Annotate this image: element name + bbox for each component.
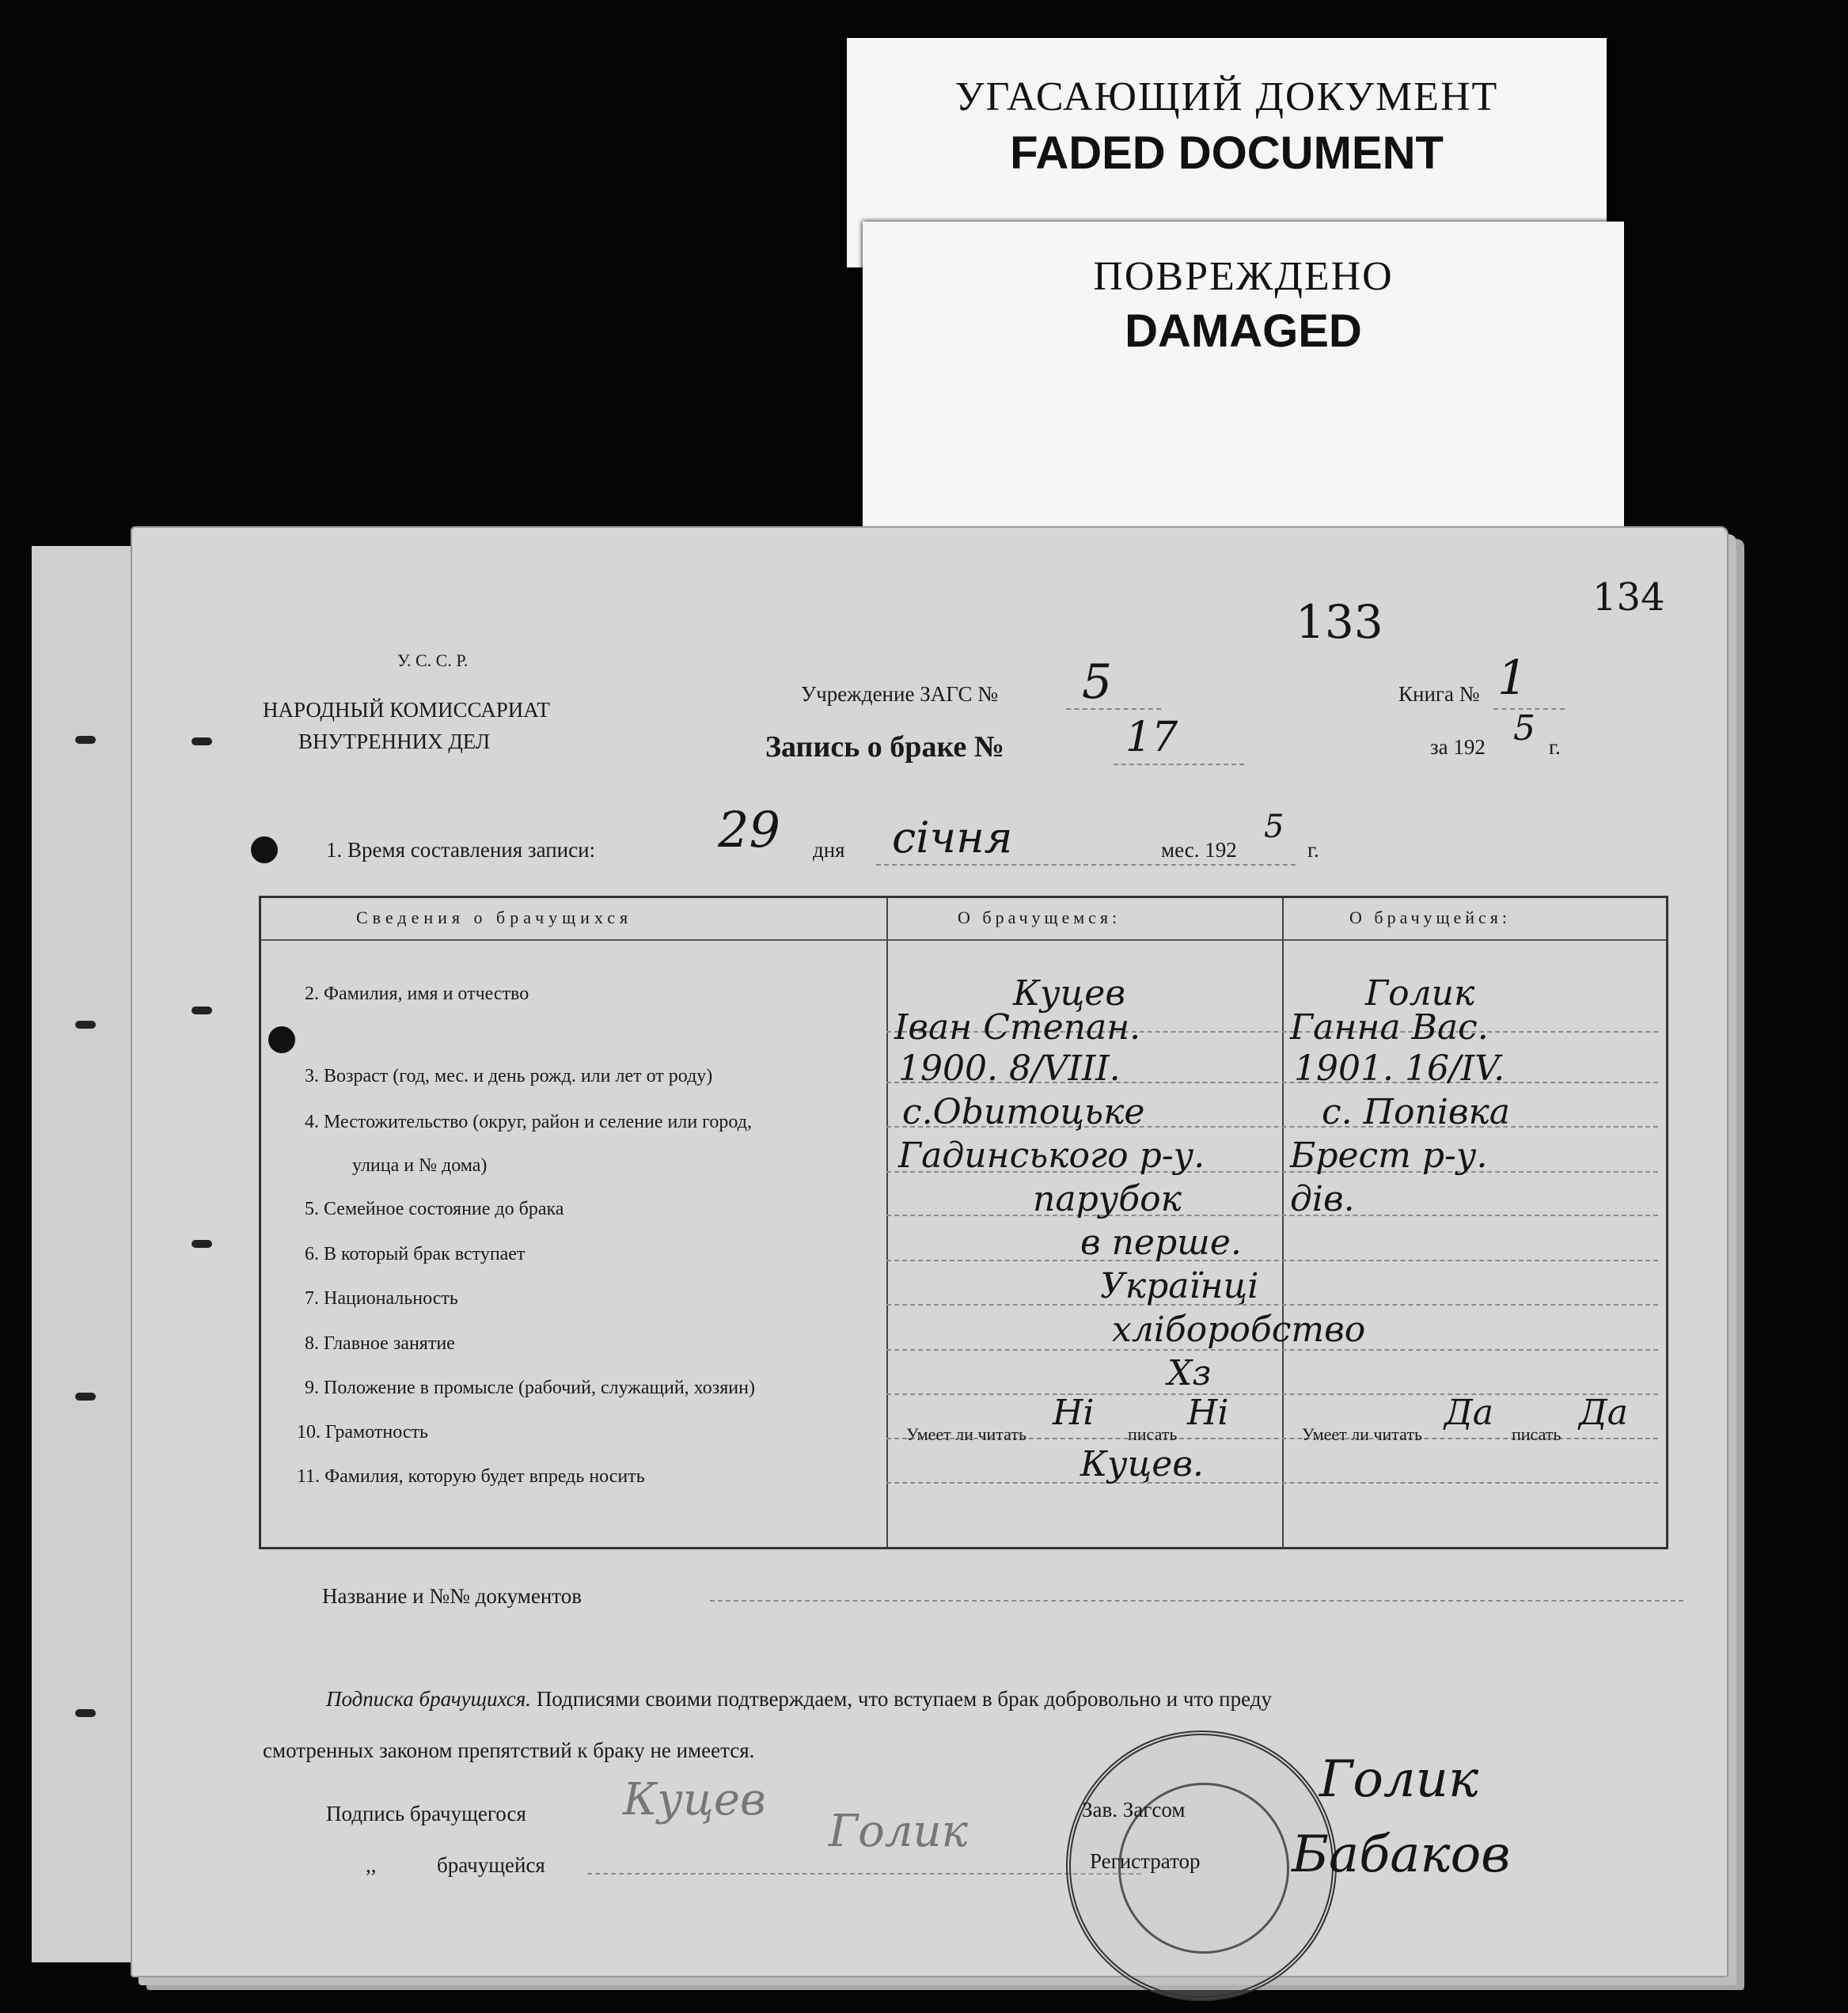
documents-label: Название и №№ документов	[322, 1584, 582, 1608]
row-guide	[886, 1260, 1658, 1261]
bride-residence-1: с. Попівка	[1322, 1092, 1511, 1132]
bride-residence-2: Брест р-у.	[1290, 1135, 1488, 1176]
row-label-marriage-no: 6. В который брак вступает	[305, 1244, 526, 1264]
row-label-occupation: 8. Главное занятие	[305, 1333, 455, 1354]
damaged-label-en: DAMAGED	[1125, 305, 1362, 357]
groom-residence-1: с.Obитоцьке	[902, 1092, 1145, 1132]
punch-hole	[251, 836, 278, 863]
bride-write-value: Да	[1579, 1393, 1629, 1433]
bride-marital: дів.	[1290, 1179, 1355, 1219]
record-title: Запись о браке №	[765, 730, 1004, 764]
bride-surname: Голик	[1365, 973, 1475, 1014]
bride-birth: 1901. 16/IV.	[1294, 1048, 1505, 1089]
row-label-residence-cont: улица и № дома)	[352, 1155, 488, 1176]
bride-read-label: Умеет ли читать	[1302, 1424, 1423, 1444]
year-suffix: г.	[1549, 735, 1561, 759]
row-label-nationality: 7. Национальность	[305, 1288, 458, 1309]
groom-read-label: Умеет ли читать	[906, 1424, 1027, 1444]
registrar-signature: Бабаков	[1292, 1825, 1511, 1884]
record-number-line	[1114, 764, 1244, 765]
year-label: за 192	[1430, 735, 1486, 759]
bride-write-label: писать	[1512, 1424, 1562, 1444]
row-label-name: 2. Фамилия, имя и отчество	[305, 984, 529, 1004]
declaration-line2: смотренных законом препятствий к браку не имеется.	[263, 1738, 755, 1762]
row-label-future-surname: 11. Фамилия, которую будет впредь носить	[297, 1466, 645, 1487]
groom-residence-2: Гадинського р-у.	[898, 1135, 1205, 1176]
documents-line	[710, 1600, 1683, 1602]
col-header-info: Сведения о брачущихся	[356, 908, 633, 927]
row-guide	[886, 1304, 1658, 1306]
binding-spine	[32, 546, 133, 1962]
office-value-line	[1066, 708, 1161, 710]
groom-read-value: Ні	[1053, 1393, 1095, 1433]
office-label: Учреждение ЗАГС №	[801, 682, 998, 706]
col-header-groom: О брачущемся:	[958, 908, 1121, 927]
table-header-separator	[261, 939, 1666, 941]
binding-mark	[75, 1021, 96, 1029]
entry-day-label: дня	[813, 838, 845, 862]
row-label-marital: 5. Семейное состояние до брака	[305, 1199, 564, 1219]
nationality-value: Українці	[1100, 1266, 1259, 1306]
head-label: Зав. Загсом	[1082, 1798, 1186, 1822]
head-signature: Голик	[1319, 1750, 1479, 1809]
damaged-document-label	[863, 222, 1624, 530]
book-value: 1	[1497, 650, 1528, 706]
table-divider	[1282, 898, 1284, 1547]
registrar-label: Регистратор	[1090, 1849, 1201, 1873]
office-value: 5	[1082, 654, 1113, 710]
groom-signature-label: Подпись брачущегося	[326, 1802, 526, 1825]
binding-mark	[192, 737, 212, 745]
groom-write-value: Ні	[1187, 1393, 1229, 1433]
row-label-age: 3. Возраст (год, мес. и день рожд. или лет от роду)	[305, 1066, 713, 1086]
occupation-value: хліборобство	[1112, 1310, 1366, 1350]
archive-number-right: 134	[1592, 575, 1665, 620]
entry-day-value: 29	[718, 801, 780, 859]
bride-signature-line	[587, 1873, 1141, 1875]
book-label: Книга №	[1398, 682, 1480, 706]
marriage-number-value: в перше.	[1080, 1223, 1242, 1263]
ministry-line1: НАРОДНЫЙ КОМИССАРИАТ	[263, 698, 550, 722]
entry-month-label: мес. 192	[1161, 838, 1237, 862]
groom-signature: Куцев	[623, 1774, 766, 1825]
row-guide	[886, 1393, 1658, 1395]
damaged-label-ru: ПОВРЕЖДЕНО	[1093, 254, 1394, 299]
entry-year-suffix: г.	[1307, 838, 1319, 862]
position-value: Хз	[1167, 1353, 1212, 1393]
table-divider	[886, 898, 888, 1547]
entry-year-value: 5	[1264, 809, 1284, 845]
entry-month-value: січня	[892, 813, 1013, 862]
binding-mark	[75, 1393, 96, 1401]
bride-signature-label: брачущейся	[437, 1853, 545, 1877]
row-label-residence: 4. Местожительство (округ, район и селение или город,	[305, 1112, 752, 1132]
faded-label-ru: УГАСАЮЩИЙ ДОКУМЕНТ	[954, 74, 1499, 119]
binding-mark	[75, 1709, 96, 1717]
groom-write-label: писать	[1128, 1424, 1178, 1444]
groom-marital: парубок	[1033, 1179, 1182, 1219]
bride-given-names: Ганна Вас.	[1290, 1007, 1489, 1048]
binding-mark	[75, 736, 96, 744]
declaration-text1: Подписями своими подтверждаем, что вступаем в брак добровольно и что преду	[536, 1687, 1272, 1711]
row-guide	[886, 1482, 1658, 1484]
declaration-line1	[326, 1687, 1272, 1712]
groom-birth: 1900. 8/VIII.	[898, 1048, 1121, 1089]
binding-mark	[192, 1240, 212, 1248]
row-guide	[886, 1215, 1658, 1216]
marriage-record-page	[131, 526, 1728, 1977]
entry-time-label: 1. Время составления записи:	[326, 838, 596, 862]
groom-surname: Куцев	[1013, 973, 1125, 1014]
row-label-position: 9. Положение в промысле (рабочий, служащий, хозяин)	[305, 1378, 755, 1398]
bride-signature: Голик	[829, 1806, 968, 1857]
bride-signature-prefix: ,,	[366, 1853, 377, 1877]
archive-number-left: 133	[1296, 595, 1383, 649]
groom-given-names: Іван Степан.	[894, 1007, 1141, 1048]
bride-read-value: Да	[1444, 1393, 1494, 1433]
declaration-title: Подписка брачущихся.	[326, 1687, 532, 1711]
entry-month-line	[876, 864, 1296, 866]
binding-mark	[192, 1006, 212, 1014]
republic-label: У. С. С. Р.	[397, 650, 469, 670]
faded-label-en: FADED DOCUMENT	[1010, 127, 1444, 179]
ministry-line2: ВНУТРЕННИХ ДЕЛ	[298, 730, 491, 753]
record-number: 17	[1125, 714, 1178, 761]
bride-groom-table	[259, 896, 1668, 1549]
year-value: 5	[1513, 708, 1535, 749]
col-header-bride: О брачущейся:	[1349, 908, 1512, 927]
row-label-literacy: 10. Грамотность	[297, 1422, 428, 1442]
future-surname-value: Куцев.	[1080, 1444, 1204, 1484]
